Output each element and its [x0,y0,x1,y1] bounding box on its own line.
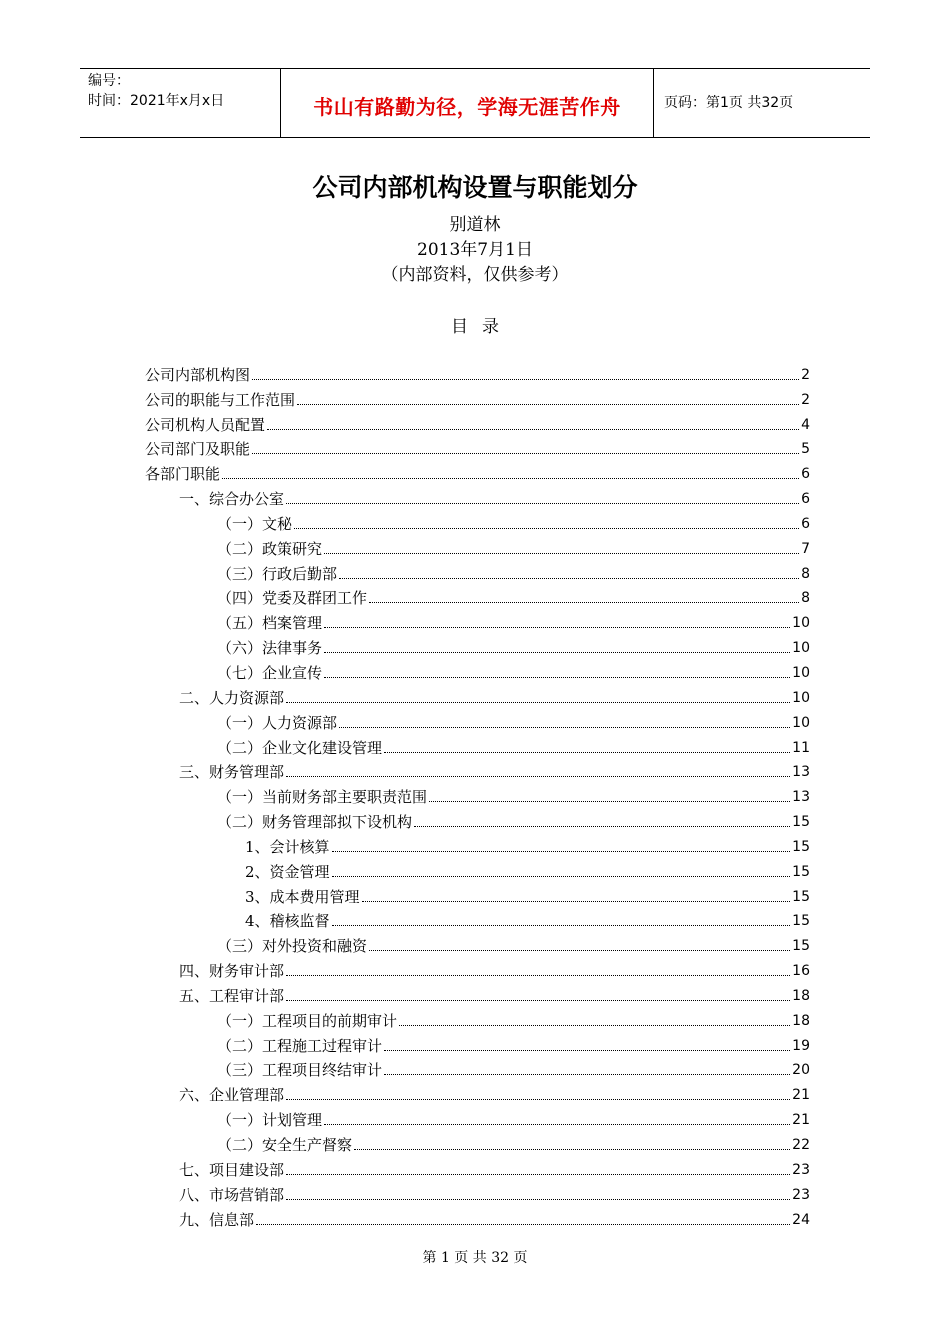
toc-leader-dots [324,552,799,554]
toc-leader-dots [324,1123,790,1125]
toc-entry-page: 2 [801,391,810,408]
toc-entry[interactable] [145,1080,810,1105]
toc-leader-dots [332,850,791,852]
toc-entry-text: （一）工程项目的前期审计 [217,1011,398,1030]
toc-entry[interactable] [145,1031,810,1056]
toc-entry-text: （二）财务管理部拟下设机构 [217,813,413,832]
toc-leader-dots [384,751,790,753]
toc-entry-text: （五）档案管理 [217,614,323,633]
toc-entry[interactable] [145,1180,810,1205]
toc-leader-dots [354,1148,790,1150]
toc-entry[interactable] [145,360,810,385]
toc-entry-text: 七、项目建设部 [179,1160,285,1179]
toc-leader-dots [332,924,791,926]
toc-entry-text: （三）对外投资和融资 [217,937,368,956]
header-table [80,68,870,138]
toc-entry-page: 6 [801,466,810,483]
toc-entry-page: 23 [792,1161,810,1178]
toc-leader-dots [286,775,790,777]
toc-entry[interactable] [145,832,810,857]
toc-leader-dots [369,949,790,951]
toc-entry-text: （二）企业文化建设管理 [217,738,383,757]
toc-leader-dots [252,378,799,380]
toc-leader-dots [369,601,799,603]
header-page-info: 页码：第1页 共32页 [664,95,794,111]
toc-leader-dots [286,701,790,703]
toc-entry-text: 三、财务管理部 [179,763,285,782]
table-of-contents [145,360,810,1230]
toc-entry-page: 15 [792,814,810,831]
toc-entry-page: 21 [792,1087,810,1104]
toc-entry[interactable] [145,658,810,683]
toc-entry[interactable] [145,907,810,932]
toc-entry-page: 6 [801,515,810,532]
toc-leader-dots [324,651,790,653]
document-note: （内部资料，仅供参考） [381,265,569,285]
toc-entry[interactable] [145,459,810,484]
toc-entry-page: 15 [792,938,810,955]
toc-entry[interactable] [145,633,810,658]
toc-entry-page: 10 [792,640,810,657]
toc-entry-text: （二）工程施工过程审计 [217,1036,383,1055]
toc-entry[interactable] [145,782,810,807]
toc-leader-dots [286,974,790,976]
toc-entry[interactable] [145,683,810,708]
toc-leader-dots [286,502,799,504]
toc-entry-page: 10 [792,714,810,731]
toc-leader-dots [429,800,790,802]
toc-entry-page: 4 [801,416,810,433]
toc-entry-text: （二）安全生产督察 [217,1136,353,1154]
toc-heading: 目录 [451,317,513,337]
toc-entry-text: 一、综合办公室 [179,490,285,509]
toc-leader-dots [384,1049,790,1051]
toc-entry[interactable] [145,1105,810,1130]
toc-entry-text: （一）当前财务部主要职责范围 [217,788,428,807]
toc-entry-text: 1、会计核算 [245,837,330,856]
toc-entry-page: 22 [792,1137,810,1153]
toc-leader-dots [414,825,790,827]
toc-entry-text: （七）企业宣传 [217,663,323,682]
toc-leader-dots [384,1073,790,1075]
toc-entry[interactable] [145,584,810,609]
toc-leader-dots [324,626,790,628]
toc-entry[interactable] [145,733,810,758]
header-middle-cell [281,69,654,137]
toc-leader-dots [286,1173,790,1175]
toc-entry-page: 18 [792,1012,810,1029]
document-time-label: 时间：2021年x月x日 [88,93,225,109]
toc-leader-dots [339,577,799,579]
toc-entry-text: 各部门职能 [145,465,221,484]
document-title: 公司内部机构设置与职能划分 [312,173,638,202]
toc-entry-text: （一）计划管理 [217,1111,323,1130]
toc-entry[interactable] [145,981,810,1006]
toc-entry-page: 11 [792,739,810,756]
toc-entry[interactable] [145,509,810,534]
toc-leader-dots [324,676,790,678]
toc-leader-dots [252,452,799,454]
document-number-label: 编号： [88,73,130,89]
toc-leader-dots [286,999,790,1001]
toc-entry-page: 13 [792,789,810,806]
toc-entry-page: 19 [792,1037,810,1054]
toc-entry-text: 公司内部机构图 [145,365,251,384]
toc-entry-text: 二、人力资源部 [179,688,285,707]
toc-entry[interactable] [145,410,810,435]
toc-leader-dots [339,726,790,728]
toc-entry-text: （一）人力资源部 [217,713,338,732]
toc-entry-text: （一）文秘 [217,514,293,533]
toc-entry-page: 8 [801,565,810,582]
toc-entry-text: 2、资金管理 [245,862,330,881]
header-left-cell [80,69,281,137]
toc-entry-page: 6 [801,491,810,508]
toc-entry[interactable] [145,857,810,882]
toc-entry-page: 5 [801,441,810,458]
toc-entry-text: 公司部门及职能 [145,440,251,459]
toc-entry-page: 16 [792,963,810,980]
toc-entry-text: 五、工程审计部 [179,986,285,1005]
toc-leader-dots [267,428,799,430]
toc-entry[interactable] [145,807,810,832]
toc-leader-dots [297,403,799,405]
document-author: 别道林 [449,215,501,235]
toc-entry-text: 公司机构人员配置 [145,415,266,434]
toc-entry[interactable] [145,534,810,559]
toc-entry[interactable] [145,435,810,460]
toc-leader-dots [332,875,791,877]
toc-entry[interactable] [145,956,810,981]
toc-entry-page: 18 [792,987,810,1004]
toc-entry-page: 15 [792,888,810,905]
toc-entry-page: 10 [792,664,810,681]
toc-leader-dots [399,1024,790,1026]
toc-entry-text: 四、财务审计部 [179,962,285,981]
toc-entry-page: 15 [792,838,810,855]
toc-leader-dots [286,1098,790,1100]
toc-entry-page: 2 [801,366,810,383]
toc-entry-page: 24 [792,1211,810,1228]
toc-entry-text: （六）法律事务 [217,639,323,658]
toc-entry-page: 23 [792,1186,810,1203]
header-motto: 书山有路勤为径，学海无涯苦作舟 [313,95,621,119]
toc-entry[interactable] [145,708,810,733]
toc-entry-page: 21 [792,1112,810,1129]
toc-entry-text: 九、信息部 [179,1210,255,1229]
toc-entry-page: 7 [801,540,810,557]
toc-entry-page: 10 [792,615,810,632]
document-date: 2013年7月1日 [417,240,533,260]
toc-entry[interactable] [145,559,810,584]
toc-entry[interactable] [145,1130,810,1155]
toc-entry-page: 20 [792,1062,810,1079]
toc-entry-page: 8 [801,590,810,607]
toc-entry[interactable] [145,484,810,509]
toc-entry-text: （四）党委及群团工作 [217,589,368,608]
toc-entry[interactable] [145,931,810,956]
toc-entry-text: 六、企业管理部 [179,1086,285,1105]
toc-entry[interactable] [145,1205,810,1230]
toc-entry[interactable] [145,1155,810,1180]
header-right-cell [654,69,870,137]
toc-leader-dots [256,1223,790,1225]
toc-entry[interactable] [145,385,810,410]
toc-entry-text: 八、市场营销部 [179,1185,285,1204]
toc-entry-text: （三）行政后勤部 [217,564,338,583]
toc-entry-text: （三）工程项目终结审计 [217,1061,383,1080]
toc-entry[interactable] [145,1056,810,1081]
toc-leader-dots [294,527,799,529]
toc-leader-dots [286,1198,790,1200]
toc-entry[interactable] [145,758,810,783]
toc-leader-dots [222,477,799,479]
toc-entry-page: 15 [792,863,810,880]
toc-entry[interactable] [145,882,810,907]
toc-leader-dots [362,900,791,902]
toc-entry-text: 公司的职能与工作范围 [145,390,296,409]
toc-entry[interactable] [145,1006,810,1031]
toc-entry-text: （二）政策研究 [217,539,323,558]
toc-entry-text: 3、成本费用管理 [245,887,360,906]
toc-entry[interactable] [145,608,810,633]
toc-entry-page: 10 [792,689,810,706]
toc-entry-page: 15 [792,913,810,930]
page-footer: 第 1 页 共 32 页 [422,1250,528,1266]
toc-entry-page: 13 [792,764,810,781]
toc-entry-text: 4、稽核监督 [245,912,330,931]
